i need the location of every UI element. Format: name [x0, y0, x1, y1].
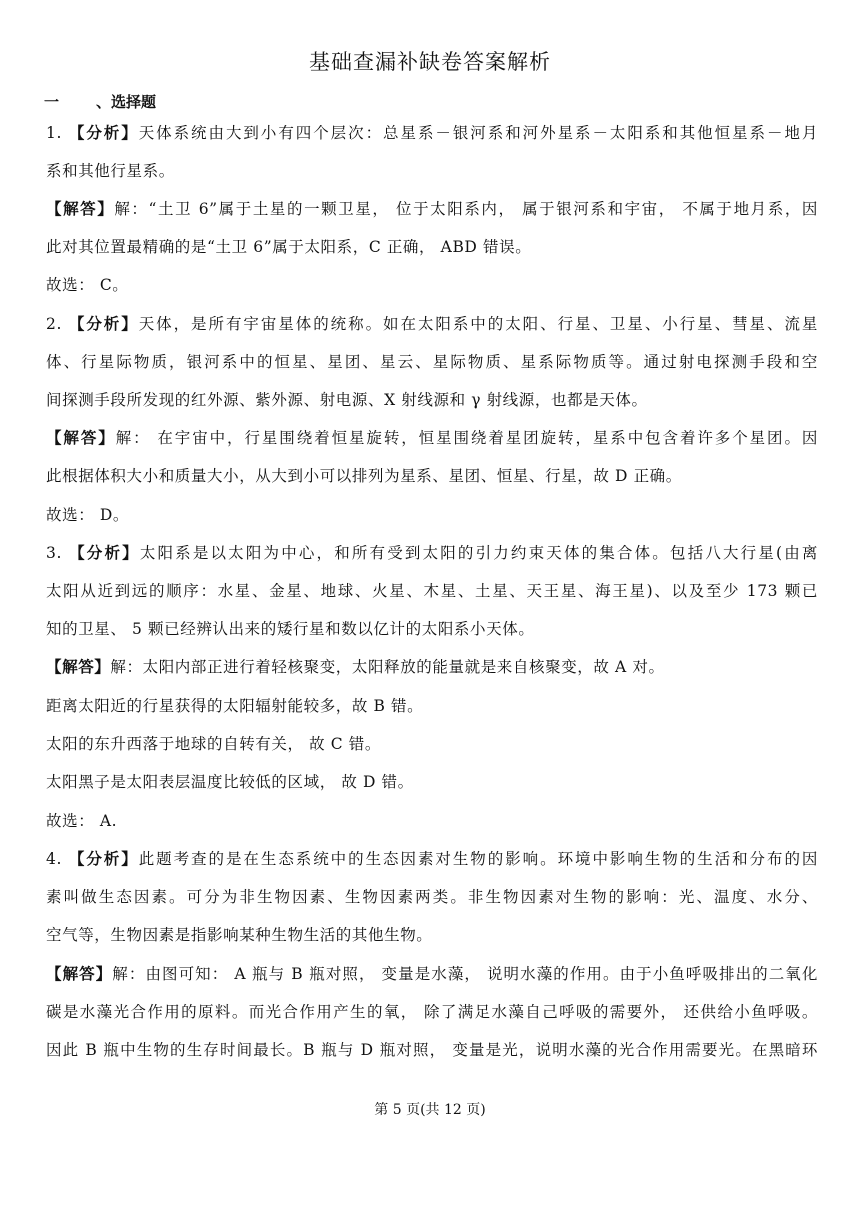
q3-analysis-line-3: 知的卫星、 5 颗已经辨认出来的矮行星和数以亿计的太阳系小天体。 [46, 620, 535, 638]
q4-analysis-line-3: 空气等，生物因素是指影响某种生物生活的其他生物。 [46, 926, 433, 944]
q1-answer-text-1: 解：“土卫 6”属于土星的一颗卫星， 位于太阳系内， 属于银河系和宇宙， 不属于地月系，因 [114, 200, 819, 218]
q4-answer-line-2: 碳是水藻光合作用的原料。而光合作用产生的氧， 除了满足水藻自己呼吸的需要外， 还供给小鱼呼吸。 [46, 1003, 818, 1021]
page-title: 基础查漏补缺卷答案解析 [309, 50, 551, 74]
q3-analysis-tag: 【分析】 [69, 543, 140, 562]
q3-number: 3. [46, 544, 62, 562]
q2-answer-tag: 【解答】 [46, 428, 116, 447]
q3-choice: 故选： A. [46, 812, 118, 830]
q3-answer-line-2: 距离太阳近的行星获得的太阳辐射能较多，故 B 错。 [46, 697, 424, 715]
q3-analysis-text-1: 太阳系是以太阳为中心，和所有受到太阳的引力约束天体的集合体。包括八大行星(由离 [139, 544, 819, 562]
q4-number: 4. [46, 850, 62, 868]
q2-number: 2. [46, 315, 62, 333]
section-label: 、选择题 [96, 93, 157, 111]
q1-analysis-line-1 [46, 123, 818, 143]
q3-answer-line-4: 太阳黑子是太阳表层温度比较低的区域， 故 D 错。 [46, 773, 414, 791]
q2-analysis-tag: 【分析】 [68, 314, 139, 333]
q2-analysis-line-1 [46, 314, 818, 334]
q1-analysis-line-2: 系和其他行星系。 [46, 162, 175, 180]
q4-analysis-text-1: 此题考查的是在生态系统中的生态因素对生物的影响。环境中影响生物的生活和分布的因 [138, 850, 818, 868]
q3-analysis-line-2: 太阳从近到远的顺序：水星、金星、地球、火星、木星、土星、天王星、海王星)、以及至少 173 颗已 [46, 582, 818, 600]
q1-analysis-tag: 【分析】 [68, 123, 139, 142]
page-footer: 第 5 页(共 12 页) [374, 1102, 486, 1118]
q1-answer-line-2: 此对其位置最精确的是“土卫 6”属于太阳系，C 正确， ABD 错误。 [46, 238, 532, 256]
q2-answer-line-1 [46, 428, 818, 448]
q1-answer-line-1 [46, 199, 818, 219]
q1-answer-tag: 【解答】 [46, 199, 115, 218]
q4-answer-line-3: 因此 B 瓶中生物的生存时间最长。B 瓶与 D 瓶对照， 变量是光，说明水藻的光合作用需要光。在黑暗环 [46, 1041, 818, 1059]
q3-answer-tag: 【解答】 [46, 657, 111, 676]
q3-answer-text-1: 解：太阳内部正进行着轻核聚变，太阳释放的能量就是来自核聚变，故 A 对。 [110, 658, 665, 676]
q1-number: 1. [46, 124, 62, 142]
section-number: 一 [44, 93, 60, 111]
q3-analysis-line-1 [46, 543, 818, 563]
q4-analysis-line-2: 素叫做生态因素。可分为非生物因素、生物因素两类。非生物因素对生物的影响：光、温度、水分、 [46, 888, 818, 906]
section-heading [44, 91, 156, 112]
q2-analysis-text-1: 天体，是所有宇宙星体的统称。如在太阳系中的太阳、行星、卫星、小行星、彗星、流星 [138, 315, 818, 333]
q3-answer-line-3: 太阳的东升西落于地球的自转有关， 故 C 错。 [46, 735, 381, 753]
q1-analysis-text-1: 天体系统由大到小有四个层次：总星系－银河系和河外星系－太阳系和其他恒星系－地月 [138, 124, 818, 142]
q4-answer-text-1: 解：由图可知： A 瓶与 B 瓶对照， 变量是水藻， 说明水藻的作用。由于小鱼呼吸排出的二氧化 [112, 965, 818, 983]
q2-analysis-line-2: 体、行星际物质，银河系中的恒星、星团、星云、星际物质、星系际物质等。通过射电探测手段和空 [46, 353, 818, 371]
q4-answer-line-1 [46, 964, 818, 984]
q2-answer-line-2: 此根据体积大小和质量大小，从大到小可以排列为星系、星团、恒星、行星，故 D 正确。 [46, 467, 682, 485]
q4-analysis-line-1 [46, 849, 818, 869]
q3-answer-line-1 [46, 657, 818, 677]
q1-choice: 故选： C。 [46, 276, 129, 294]
q2-choice: 故选： D。 [46, 506, 129, 524]
q2-analysis-line-3: 间探测手段所发现的红外源、紫外源、射电源、X 射线源和 γ 射线源，也都是天体。 [46, 391, 648, 409]
q2-answer-text-1: 解： 在宇宙中，行星围绕着恒星旋转，恒星围绕着星团旋转，星系中包含着许多个星团。因 [115, 429, 819, 447]
q4-analysis-tag: 【分析】 [68, 849, 139, 868]
q4-answer-tag: 【解答】 [46, 964, 113, 983]
